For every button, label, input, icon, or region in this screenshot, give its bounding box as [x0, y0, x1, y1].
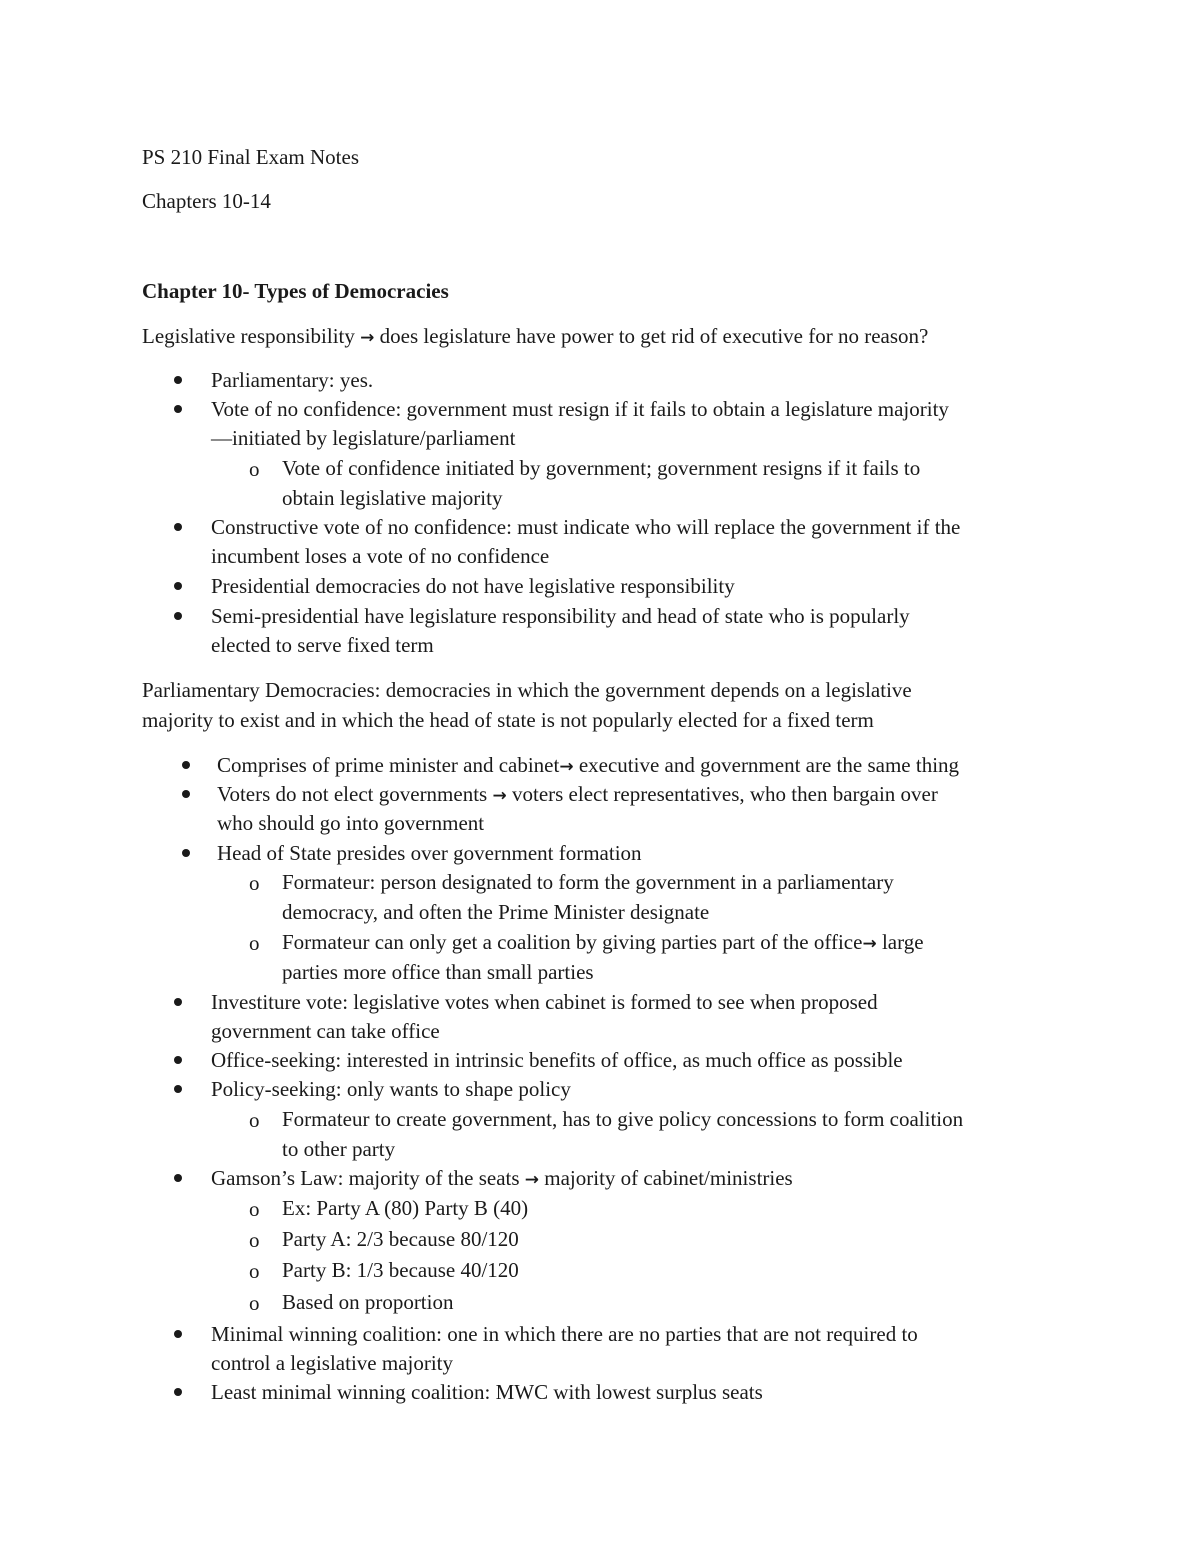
list-item: Parliamentary: yes.: [211, 368, 374, 392]
sub-list-item-continuation: democracy, and often the Prime Minister designate: [282, 900, 710, 924]
bullet-icon: [174, 1330, 182, 1338]
bullet-icon: [182, 849, 190, 857]
legislative-responsibility-intro: [142, 322, 928, 352]
parliamentary-definition-line2: majority to exist and in which the head of state is not popularly elected for a fixed term: [142, 708, 874, 732]
list-item: Investiture vote: legislative votes when cabinet is formed to see when proposed: [211, 990, 878, 1014]
sub-list-item-continuation: to other party: [282, 1137, 396, 1161]
list-item: Vote of no confidence: government must resign if it fails to obtain a legislature majority: [211, 397, 949, 421]
sub-list-item: Ex: Party A (80) Party B (40): [282, 1196, 529, 1220]
bullet-icon: [174, 1174, 182, 1182]
bullet-icon: [174, 1085, 182, 1093]
sub-bullet-marker: o: [249, 1197, 260, 1221]
bullet-icon: [174, 1388, 182, 1396]
bullet-icon: [182, 790, 190, 798]
bullet-icon: [174, 523, 182, 531]
right-arrow-icon: →: [524, 1170, 540, 1190]
list-item-continuation: elected to serve fixed term: [211, 633, 434, 657]
list-item: Presidential democracies do not have legislative responsibility: [211, 574, 735, 598]
right-arrow-icon: →: [492, 786, 507, 806]
sub-list-item: Vote of confidence initiated by government; government resigns if it fails to: [282, 456, 921, 480]
bullet-icon: [174, 1056, 182, 1064]
sub-bullet-marker: o: [249, 1228, 260, 1252]
sub-bullet-marker: o: [249, 457, 260, 481]
list-item-continuation: government can take office: [211, 1019, 440, 1043]
sub-bullet-marker: o: [249, 931, 260, 955]
list-item: Comprises of prime minister and cabinet→ executive and government are the same thing: [217, 753, 960, 777]
sub-list-item-continuation: obtain legislative majority: [282, 486, 503, 510]
right-arrow-icon: →: [862, 934, 877, 954]
list-item-continuation: who should go into government: [217, 811, 485, 835]
list-item: Semi-presidential have legislature responsibility and head of state who is popularly: [211, 604, 910, 628]
sub-list-item: Party A: 2/3 because 80/120: [282, 1227, 519, 1251]
list-item-continuation: incumbent loses a vote of no confidence: [211, 544, 550, 568]
sub-list-item: Formateur to create government, has to give policy concessions to form coalition: [282, 1107, 964, 1131]
document-subtitle: Chapters 10-14: [142, 189, 271, 213]
list-item: Least minimal winning coalition: MWC with lowest surplus seats: [211, 1380, 763, 1404]
sub-bullet-marker: o: [249, 1259, 260, 1283]
sub-list-item: Formateur can only get a coalition by giving parties part of the office→ large: [282, 930, 924, 954]
right-arrow-icon: →: [559, 757, 574, 777]
list-item: Minimal winning coalition: one in which there are no parties that are not required to: [211, 1322, 918, 1346]
sub-bullet-marker: o: [249, 1291, 260, 1315]
bullet-icon: [174, 405, 182, 413]
list-item: Head of State presides over government formation: [217, 841, 642, 865]
sub-list-item-continuation: parties more office than small parties: [282, 960, 594, 984]
bullet-icon: [182, 761, 190, 769]
sub-list-item: Based on proportion: [282, 1290, 454, 1314]
bullet-icon: [174, 582, 182, 590]
intro-text-before: Legislative responsibility: [142, 324, 361, 348]
list-item: Gamson’s Law: majority of the seats → majority of cabinet/ministries: [211, 1166, 793, 1190]
sub-bullet-marker: o: [249, 871, 260, 895]
list-item-continuation: control a legislative majority: [211, 1351, 454, 1375]
sub-bullet-marker: o: [249, 1108, 260, 1132]
parliamentary-definition-line1: Parliamentary Democracies: democracies in which the government depends on a legislative: [142, 678, 912, 702]
list-item: Voters do not elect governments → voters elect representatives, who then bargain over: [217, 782, 938, 806]
sub-list-item: Formateur: person designated to form the government in a parliamentary: [282, 870, 894, 894]
bullet-icon: [174, 998, 182, 1006]
intro-text-after: does legislature have power to get rid of executive for no reason?: [374, 324, 929, 348]
list-item-continuation: —initiated by legislature/parliament: [211, 426, 516, 450]
right-arrow-icon: →: [360, 328, 375, 348]
list-item: Policy-seeking: only wants to shape policy: [211, 1077, 571, 1101]
list-item: Constructive vote of no confidence: must indicate who will replace the government if the: [211, 515, 961, 539]
list-item: Office-seeking: interested in intrinsic benefits of office, as much office as possible: [211, 1048, 903, 1072]
sub-list-item: Party B: 1/3 because 40/120: [282, 1258, 519, 1282]
bullet-icon: [174, 612, 182, 620]
chapter-heading: Chapter 10- Types of Democracies: [142, 279, 449, 303]
bullet-icon: [174, 376, 182, 384]
document-title: PS 210 Final Exam Notes: [142, 145, 360, 169]
